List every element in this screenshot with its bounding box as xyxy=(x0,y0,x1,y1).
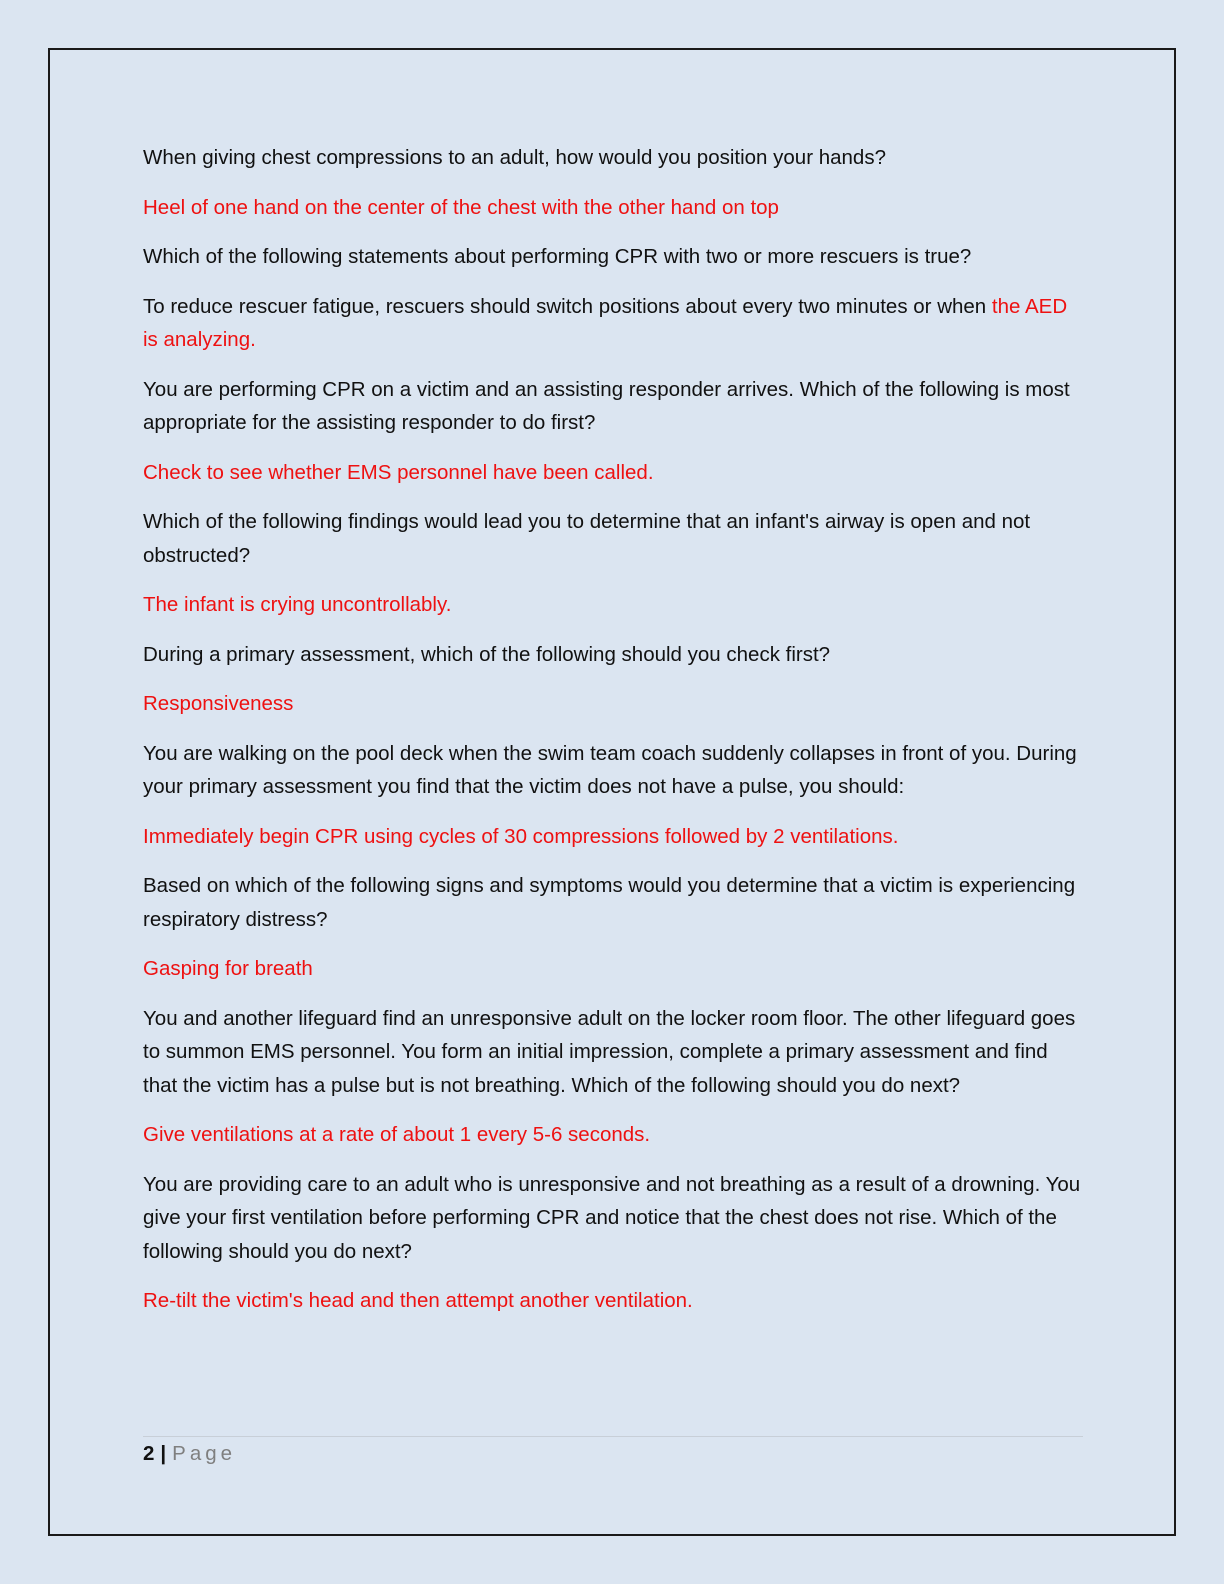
question-4: You are performing CPR on a victim and an assisting responder arrives. Which of the following is most appropriate for the assisting responder to do first? xyxy=(143,377,1070,434)
page-footer xyxy=(143,1440,236,1468)
question-9: You and another lifeguard find an unresponsive adult on the locker room floor. The other lifeguard goes to summon EMS personnel. You form an initial impression, complete a primary assessment and find that the victim has a pulse but is not breathing. Which of the following should you do next? xyxy=(143,1006,1076,1097)
answer-6: Responsiveness xyxy=(143,692,294,715)
question-3-text: To reduce rescuer fatigue, rescuers should switch positions about every two minutes or when xyxy=(143,294,987,318)
question-7: You are walking on the pool deck when the swim team coach suddenly collapses in front of you. During your primary assessment you find that the victim does not have a pulse, you should: xyxy=(143,741,1077,798)
answer-9: Give ventilations at a rate of about 1 every 5-6 seconds. xyxy=(143,1123,651,1146)
question-8: Based on which of the following signs and symptoms would you determine that a victim is experiencing respiratory distress? xyxy=(143,874,1076,931)
question-6: During a primary assessment, which of the following should you check first? xyxy=(143,642,831,666)
answer-3: the AED is analyzing. xyxy=(143,294,1068,351)
document-body xyxy=(143,141,1083,1334)
footer-separator: | xyxy=(160,1442,167,1465)
page-label: Page xyxy=(172,1442,237,1465)
question-2: Which of the following statements about performing CPR with two or more rescuers is true? xyxy=(143,245,972,268)
question-3 xyxy=(143,290,1083,357)
question-5: Which of the following findings would lead you to determine that an infant's airway is open and not obstructed? xyxy=(143,510,1031,567)
answer-1: Heel of one hand on the center of the chest with the other hand on top xyxy=(143,195,779,219)
answer-10: Re-tilt the victim's head and then attempt another ventilation. xyxy=(143,1289,693,1312)
question-1: When giving chest compressions to an adult, how would you position your hands? xyxy=(143,146,886,169)
question-10: You are providing care to an adult who is unresponsive and not breathing as a result of a drowning. You give your first ventilation before performing CPR and notice that the chest does not rise. Which of the following should you do next? xyxy=(143,1172,1081,1263)
footer-rule xyxy=(143,1436,1083,1437)
answer-4: Check to see whether EMS personnel have been called. xyxy=(143,460,654,484)
page-number: 2 xyxy=(143,1442,155,1465)
answer-5: The infant is crying uncontrollably. xyxy=(143,593,452,616)
answer-7: Immediately begin CPR using cycles of 30 compressions followed by 2 ventilations. xyxy=(143,824,899,848)
answer-8: Gasping for breath xyxy=(143,957,313,980)
